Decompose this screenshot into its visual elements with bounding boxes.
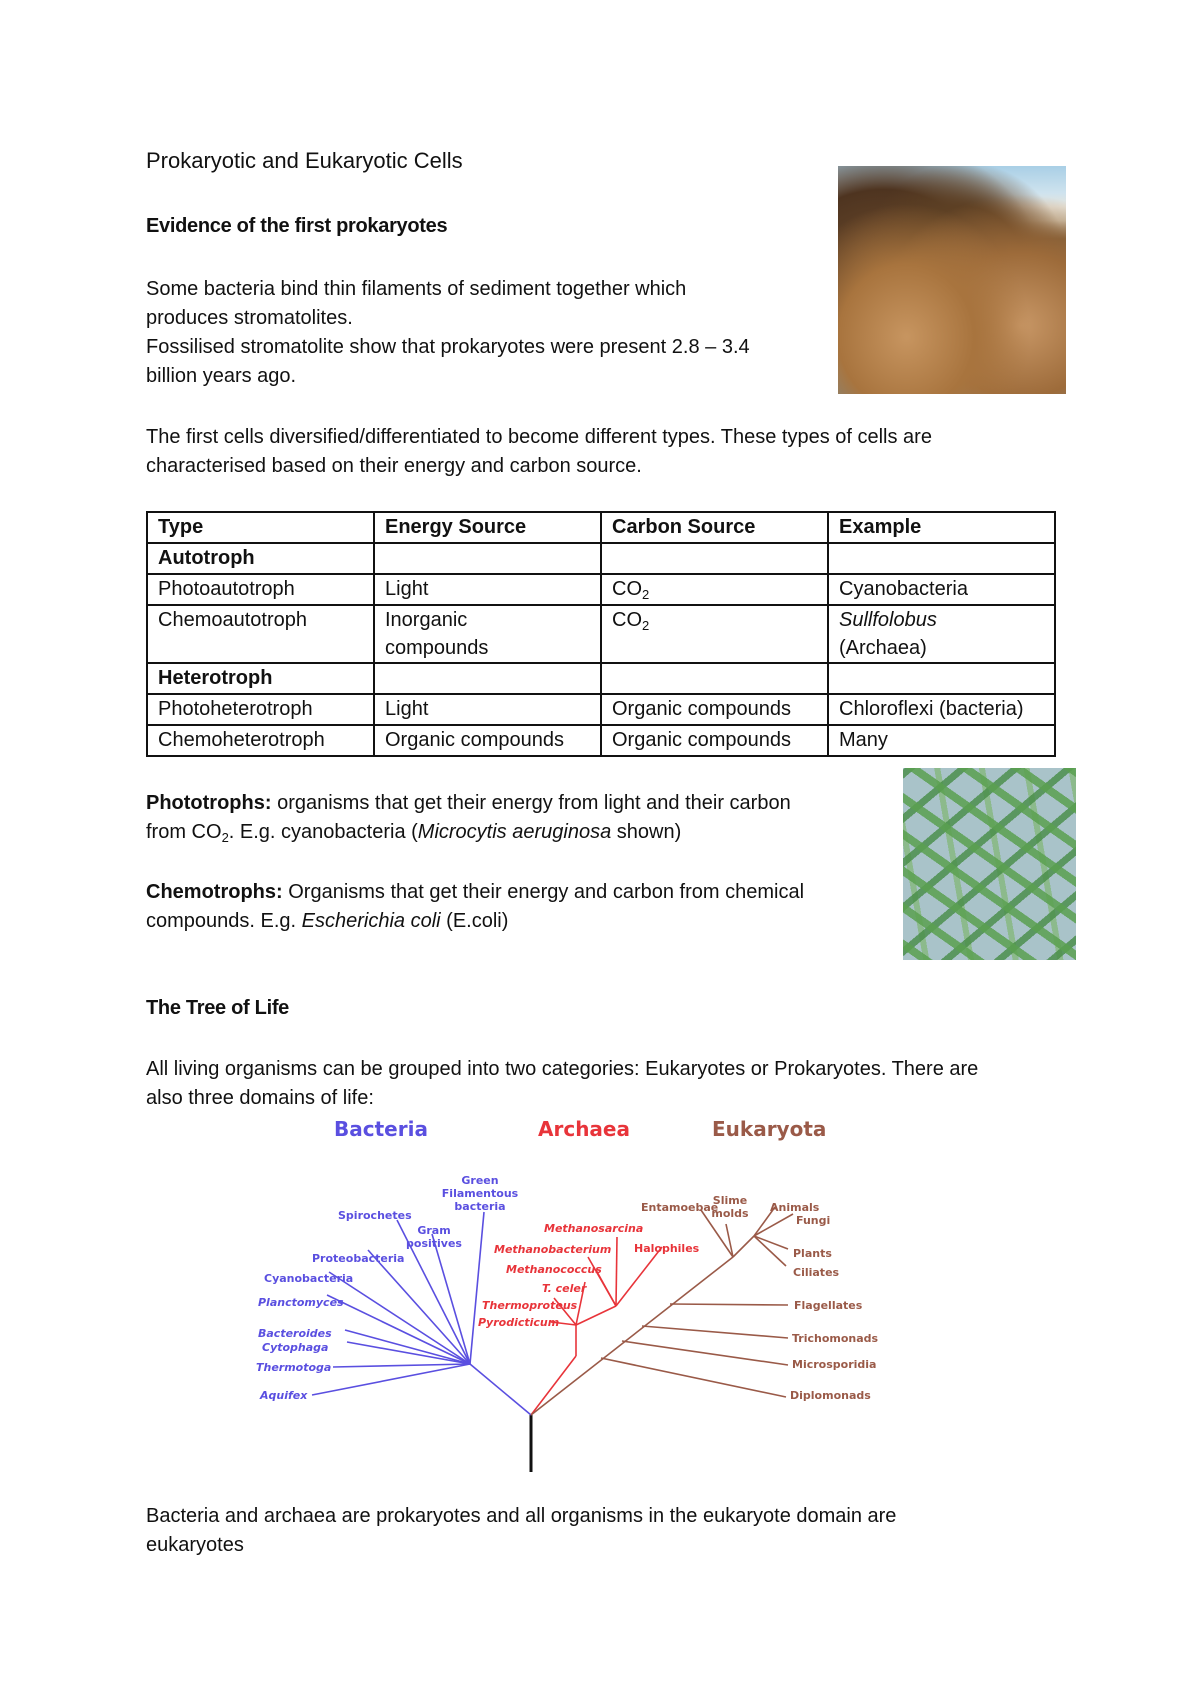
label-slime: Slime	[712, 1194, 748, 1207]
table-cell: Chloroflexi (bacteria)	[828, 694, 1055, 725]
label-green: Green	[461, 1174, 499, 1187]
label-halophiles: Halophiles	[634, 1242, 700, 1255]
chemotrophs-paragraph: Chemotrophs: Organisms that get their energy and carbon from chemical compounds. E.g. Escherichia coli (E.coli)	[146, 881, 805, 932]
table-cell: $CO_2$	[601, 574, 828, 605]
cyanobacteria-photo	[903, 768, 1076, 960]
table-cell: Photoheterotroph	[147, 694, 374, 725]
label-positives: positives	[406, 1237, 462, 1250]
table-cell: Sullfolobus (Archaea)	[828, 605, 1055, 663]
table-row	[147, 574, 1055, 605]
table-header: Carbon Source	[601, 512, 828, 543]
table-header: Type	[147, 512, 374, 543]
label-ciliates: Ciliates	[793, 1266, 840, 1279]
table-cell: Light	[374, 574, 601, 605]
table-cell: Organic compounds	[601, 694, 828, 725]
cell-types-table	[146, 511, 1056, 757]
table-header-row	[147, 512, 1055, 543]
table-row	[147, 543, 1055, 574]
domain-label-archaea: Archaea	[538, 1117, 630, 1141]
table-row	[147, 663, 1055, 694]
tree-paragraph: All living organisms can be grouped into two categories: Eukaryotes or Prokaryotes. There are also three domains of life:	[146, 1058, 979, 1109]
label-cyanobacteria: Cyanobacteria	[264, 1272, 354, 1285]
label-methanobacterium: Methanobacterium	[494, 1243, 612, 1256]
label-pyrodicticum: Pyrodicticum	[478, 1316, 560, 1329]
stromatolite-photo	[838, 166, 1066, 394]
table-cell: Photoautotroph	[147, 574, 374, 605]
evidence-paragraph: Some bacteria bind thin filaments of sediment together which produces stromatolites. Fossilised stromatolite show that prokaryotes were present 2.8 – 3.4 billion years ago.	[146, 278, 750, 387]
table-cell: Organic compounds	[601, 725, 828, 756]
label-diplomonads: Diplomonads	[790, 1389, 871, 1402]
table-cell: Organic compounds	[374, 725, 601, 756]
label-thermoproteus: Thermoproteus	[482, 1299, 578, 1312]
label-flagellates: Flagellates	[794, 1299, 863, 1312]
label-cytophaga: Cytophaga	[262, 1341, 329, 1354]
label-bacteria: bacteria	[454, 1200, 506, 1213]
label-methanococcus: Methanococcus	[506, 1263, 602, 1276]
label-molds: molds	[711, 1207, 749, 1220]
table-header: Example	[828, 512, 1055, 543]
label-methanosarcina: Methanosarcina	[544, 1222, 644, 1235]
table-row	[147, 605, 1055, 663]
table-cell: Chemoheterotroph	[147, 725, 374, 756]
label-gram: Gram	[417, 1224, 451, 1237]
phototrophs-paragraph: Phototrophs: organisms that get their energy from light and their carbon from $CO_2$. E.g. cyanobacteria (Microcytis aeruginosa shown)	[146, 792, 791, 845]
intro-paragraph: The first cells diversified/differentiated to become different types. These types of cells are characterised based on their energy and carbon source.	[146, 426, 932, 477]
table-cell: Light	[374, 694, 601, 725]
label-fungi: Fungi	[796, 1214, 831, 1227]
label-proteobacteria: Proteobacteria	[312, 1252, 405, 1265]
page-title: Prokaryotic and Eukaryotic Cells	[146, 148, 463, 173]
label-trichomonads: Trichomonads	[792, 1332, 879, 1345]
table-cell: $CO_2$	[601, 605, 828, 663]
label-entamoebae: Entamoebae	[641, 1201, 719, 1214]
label-planctomyces: Planctomyces	[258, 1296, 344, 1309]
closing-paragraph: Bacteria and archaea are prokaryotes and all organisms in the eukaryote domain are eukaryotes	[146, 1505, 897, 1556]
group-cell: Heterotroph	[147, 663, 374, 694]
domain-label-eukaryota: Eukaryota	[712, 1117, 827, 1141]
tree-of-life-diagram	[250, 1112, 910, 1474]
label-aquifex: Aquifex	[260, 1389, 308, 1402]
label-animals: Animals	[770, 1201, 820, 1214]
table-cell: Many	[828, 725, 1055, 756]
evidence-heading: Evidence of the first prokaryotes	[146, 215, 448, 237]
table-cell: Inorganic compounds	[374, 605, 601, 663]
table-cell: Cyanobacteria	[828, 574, 1055, 605]
table-cell: Chemoautotroph	[147, 605, 374, 663]
domain-label-bacteria: Bacteria	[334, 1117, 428, 1141]
group-cell: Autotroph	[147, 543, 374, 574]
tree-heading: The Tree of Life	[146, 997, 290, 1019]
label-bacteroides: Bacteroides	[258, 1327, 332, 1340]
label-filamentous: Filamentous	[441, 1187, 519, 1200]
label-microsporidia: Microsporidia	[792, 1358, 877, 1371]
table-header: Energy Source	[374, 512, 601, 543]
label-thermotoga: Thermotoga	[256, 1361, 332, 1374]
label-spirochetes: Spirochetes	[338, 1209, 412, 1222]
table-row	[147, 694, 1055, 725]
table-row	[147, 725, 1055, 756]
label-tceler: T. celer	[542, 1282, 587, 1295]
label-plants: Plants	[793, 1247, 832, 1260]
